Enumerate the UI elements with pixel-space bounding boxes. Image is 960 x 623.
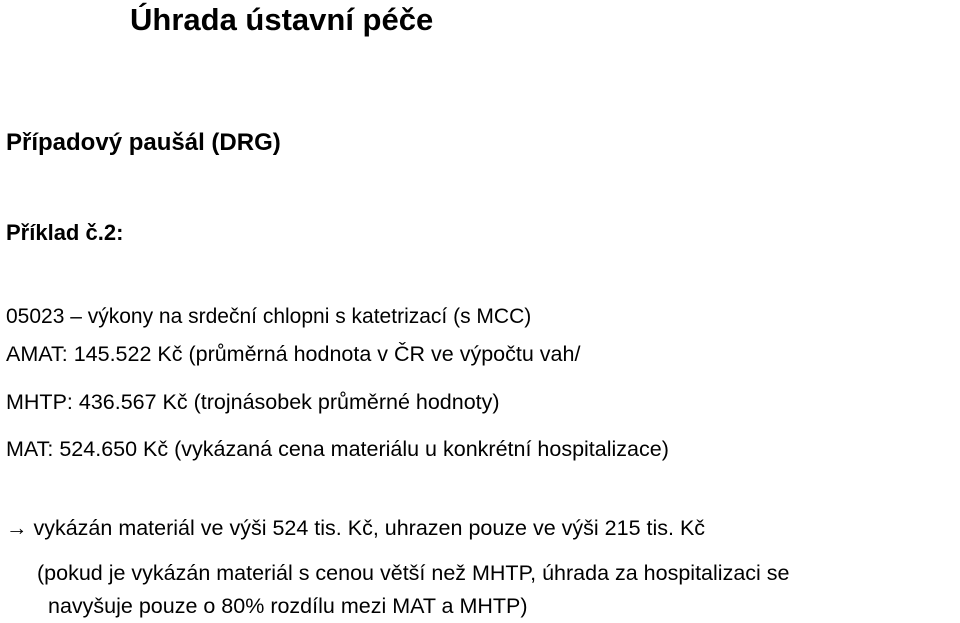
conclusion-line-1: → vykázán materiál ve výši 524 tis. Kč, uhrazen pouze ve výši 215 tis. Kč bbox=[6, 516, 706, 540]
page-title: Úhrada ústavní péče bbox=[130, 2, 434, 37]
mat-line: MAT: 524.650 Kč (vykázaná cena materiálu u konkrétní hospitalizace) bbox=[6, 437, 669, 461]
section-subtitle: Případový paušál (DRG) bbox=[6, 129, 281, 156]
conclusion-line-3: navyšuje pouze o 80% rozdílu mezi MAT a MHTP) bbox=[48, 594, 528, 618]
drg-code-line: 05023 – výkony na srdeční chlopni s katetrizací (s MCC) bbox=[6, 305, 532, 328]
conclusion-line-2: (pokud je vykázán materiál s cenou větší než MHTP, úhrada za hospitalizaci se bbox=[37, 561, 790, 585]
amat-line: AMAT: 145.522 Kč (průměrná hodnota v ČR ve výpočtu vah/ bbox=[6, 342, 581, 366]
mhtp-line: MHTP: 436.567 Kč (trojnásobek průměrné hodnoty) bbox=[6, 390, 500, 414]
example-label: Příklad č.2: bbox=[6, 220, 124, 245]
